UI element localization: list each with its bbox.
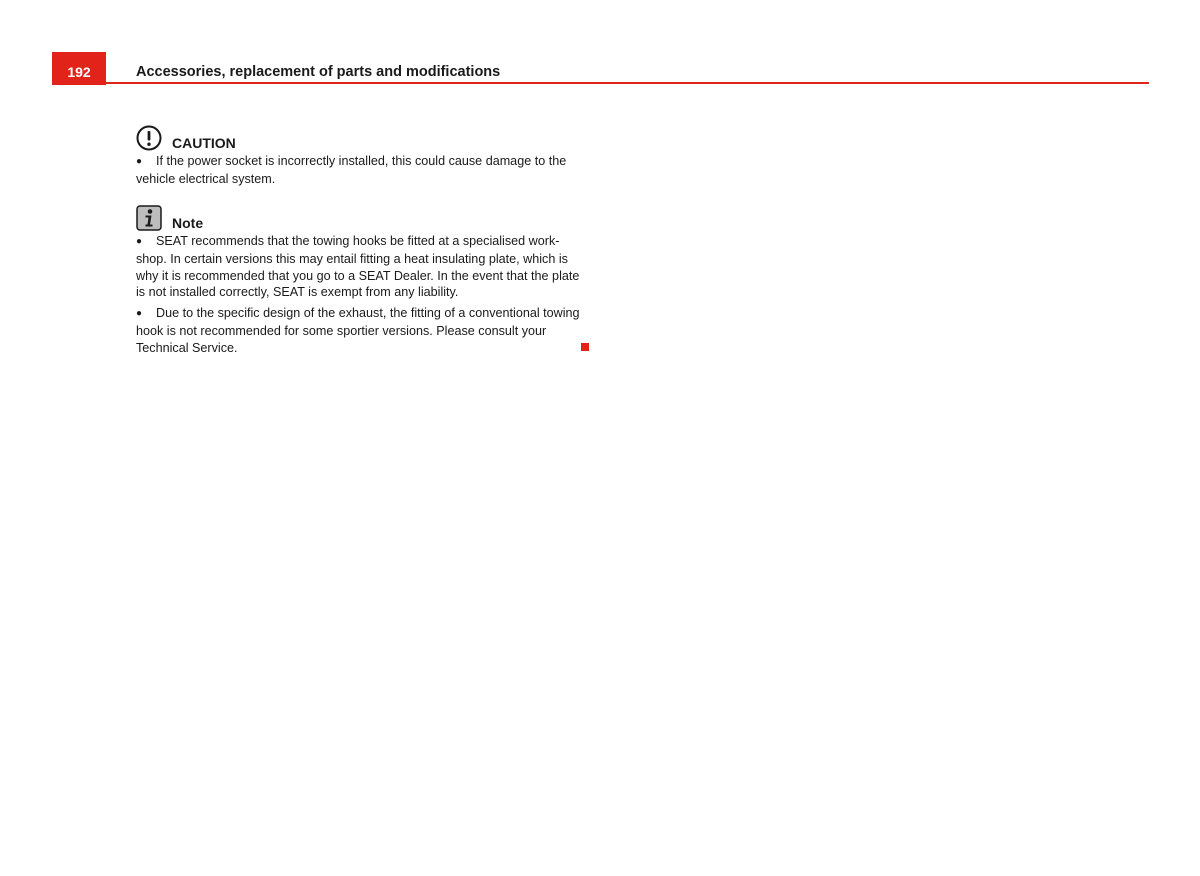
note-title: Note: [172, 215, 204, 231]
caution-item: [136, 153, 581, 188]
note-item-text: Due to the specific design of the exhaust, the fitting of a conventional towing hook is not recommended for some sportier versions. Please consult your Technical Service.: [136, 306, 580, 355]
exclamation-circle-icon: [136, 125, 162, 151]
caution-header: [136, 125, 581, 153]
bullet: ●: [136, 308, 143, 320]
note-block: [136, 205, 581, 361]
section-end-marker: [581, 343, 589, 351]
caution-item-text: If the power socket is incorrectly installed, this could cause damage to the vehicle electrical system.: [136, 154, 567, 186]
header-rule: [106, 82, 1149, 84]
note-item: [136, 305, 581, 356]
page-number: 192: [52, 52, 106, 85]
bullet: ●: [136, 156, 143, 167]
note-item-text: SEAT recommends that the towing hooks be fitted at a specialised work-shop. In certain versions this may entail fitting a heat insulating plate, which is why it is recommended that you go to a SEAT Dealer. In the event that the plate is not installed correctly, SEAT is exempt from any liability.: [136, 234, 580, 300]
note-item: [136, 233, 581, 301]
note-header: [136, 205, 581, 233]
page-title: Accessories, replacement of parts and modifications: [136, 64, 501, 80]
caution-title: CAUTION: [172, 135, 236, 151]
bullet: ●: [136, 236, 143, 247]
info-icon: [136, 205, 162, 231]
caution-block: [136, 125, 581, 192]
